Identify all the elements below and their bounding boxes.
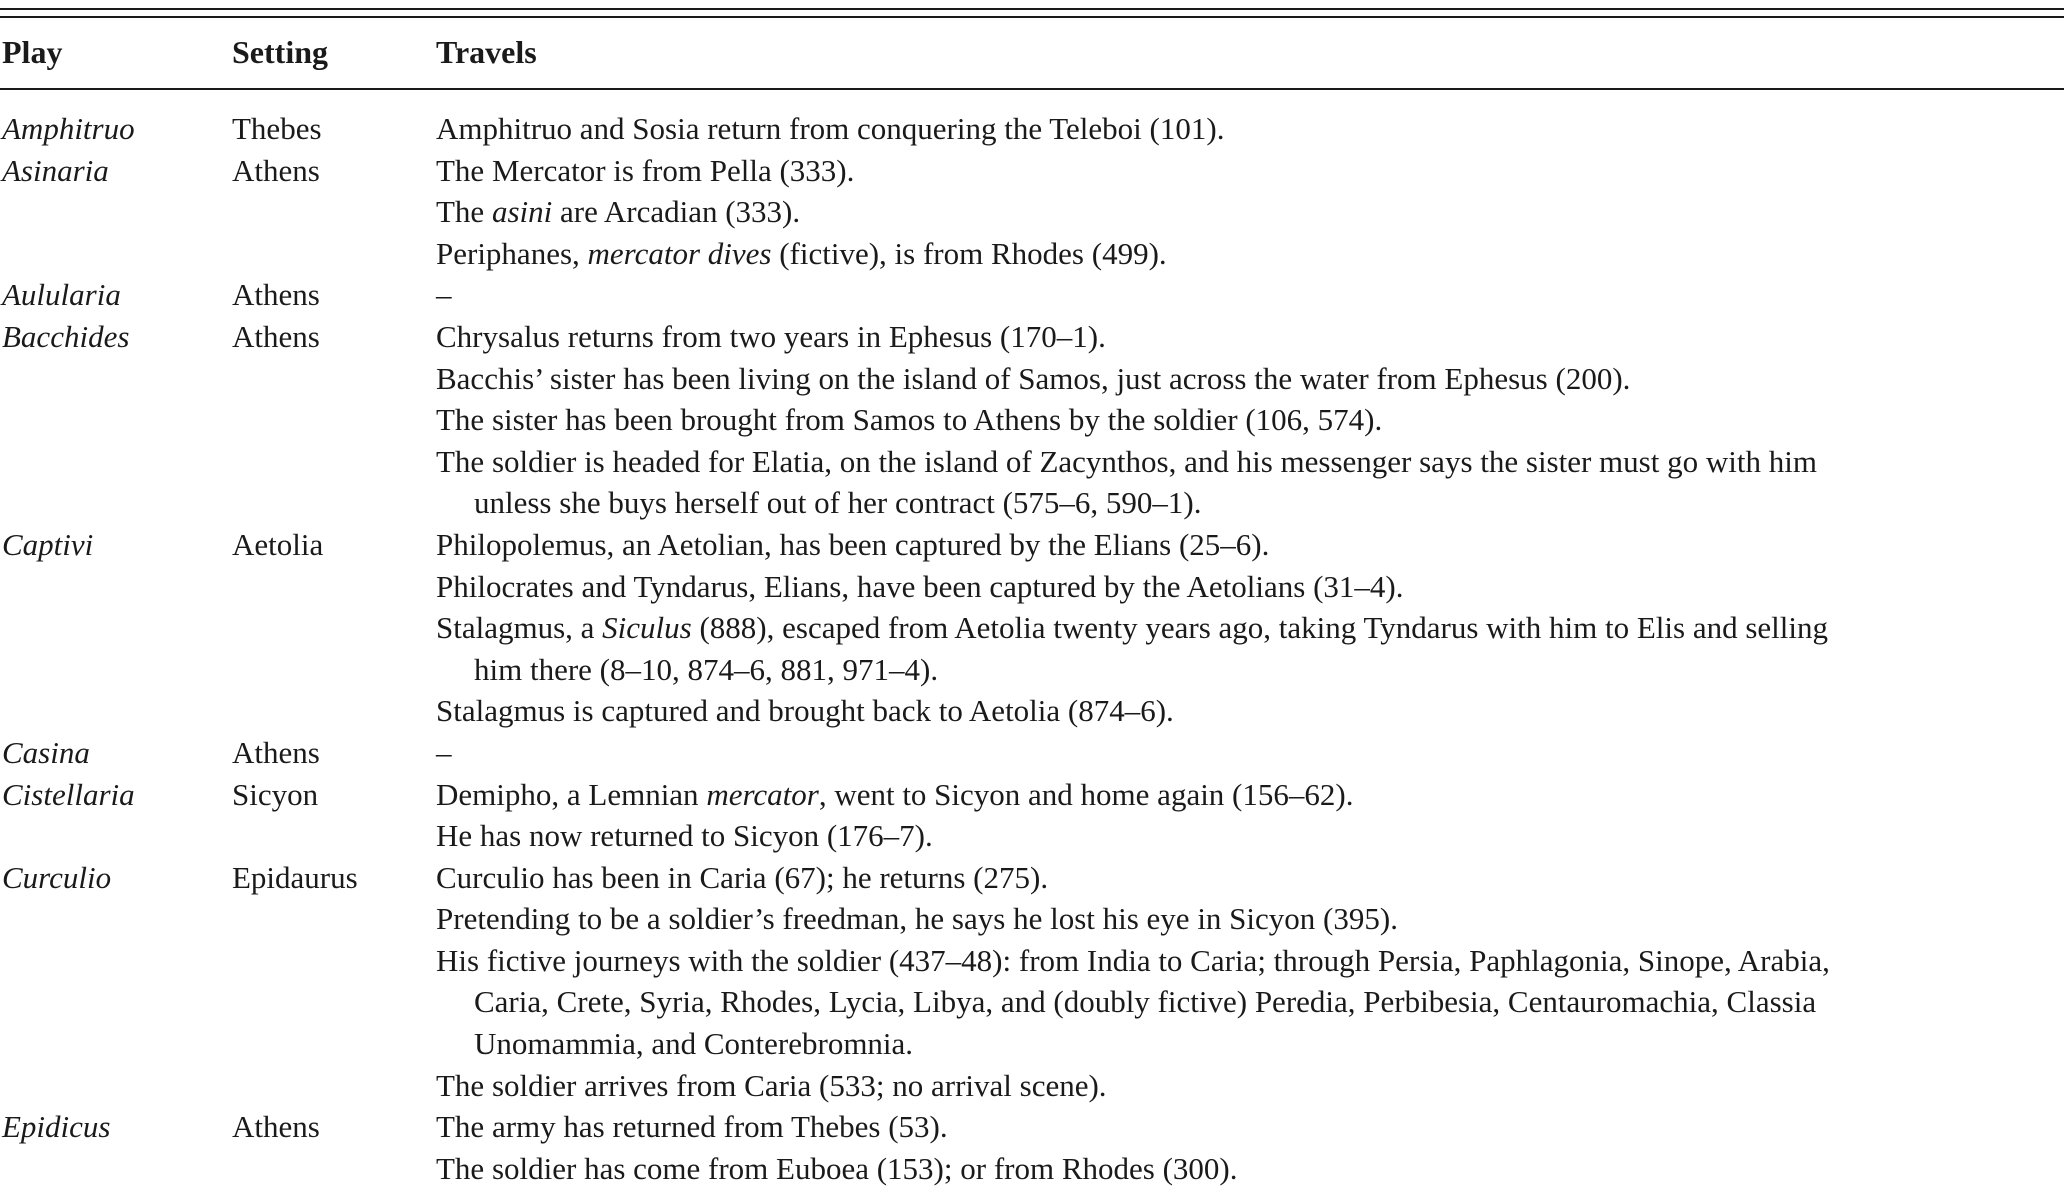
header-travels: Travels <box>436 34 537 70</box>
cell-travels: Amphitruo and Sosia return from conquering the Teleboi (101). <box>436 111 1225 146</box>
cell-travels: Unomammia, and Conterebromnia. <box>474 1026 914 1062</box>
table-row <box>0 566 2064 608</box>
table-row <box>0 898 2064 940</box>
cell-travels: The asini are Arcadian (333). <box>436 194 801 230</box>
cell-play: Amphitruo <box>2 111 135 146</box>
cell-setting: Sicyon <box>232 776 319 812</box>
cell-setting: Athens <box>232 1109 320 1145</box>
cell-setting: Athens <box>232 277 320 313</box>
table-row <box>0 857 2064 899</box>
cell-play: Epidicus <box>2 1109 111 1145</box>
cell-setting: Thebes <box>232 111 322 146</box>
cell-travels: – <box>436 734 452 770</box>
cell-travels: The sister has been brought from Samos to Athens by the soldier (106, 574). <box>436 402 1383 438</box>
cell-setting: Athens <box>232 734 320 770</box>
cell-travels: Stalagmus, a Siculus (888), escaped from Aetolia twenty years ago, taking Tyndarus with him to Elis and selling <box>436 610 1829 646</box>
table-header-rule <box>0 88 2064 90</box>
cell-setting: Aetolia <box>232 526 324 562</box>
cell-travels: – <box>436 277 452 313</box>
table-row <box>0 1065 2064 1107</box>
cell-play: Casina <box>2 734 90 770</box>
cell-setting: Epidaurus <box>232 859 358 895</box>
cell-travels: Stalagmus is captured and brought back to Aetolia (874–6). <box>436 693 1174 729</box>
table-row <box>0 316 2064 358</box>
table-row <box>0 358 2064 400</box>
header-setting: Setting <box>232 34 328 70</box>
cell-setting: Athens <box>232 318 320 354</box>
cell-travels: Demipho, a Lemnian mercator, went to Sicyon and home again (156–62). <box>436 776 1354 812</box>
table-row <box>0 150 2064 192</box>
table-row <box>0 981 2064 1023</box>
table-row <box>0 774 2064 816</box>
table-row <box>0 482 2064 524</box>
cell-travels: Philopolemus, an Aetolian, has been captured by the Elians (25–6). <box>436 526 1270 562</box>
table-row <box>0 690 2064 732</box>
cell-travels: His fictive journeys with the soldier (437–48): from India to Caria; through Persia, Paphlagonia, Sinope, Arabia, <box>436 942 1830 978</box>
cell-travels: unless she buys herself out of her contract (575–6, 590–1). <box>474 485 1202 521</box>
table-row <box>0 274 2064 316</box>
cell-travels: Chrysalus returns from two years in Ephesus (170–1). <box>436 318 1106 354</box>
table-row <box>0 732 2064 774</box>
cell-travels: Pretending to be a soldier’s freedman, he says he lost his eye in Sicyon (395). <box>436 901 1398 937</box>
table-row <box>0 815 2064 857</box>
cell-travels: Caria, Crete, Syria, Rhodes, Lycia, Libya, and (doubly fictive) Peredia, Perbibesia, Centauromachia, Classia <box>474 984 1817 1020</box>
table-row <box>0 233 2064 275</box>
table-row <box>0 524 2064 566</box>
table-row <box>0 649 2064 691</box>
cell-play: Cistellaria <box>2 776 135 812</box>
cell-travels: The soldier is headed for Elatia, on the island of Zacynthos, and his messenger says the sister must go with him <box>436 443 1817 479</box>
table-top-double-rule <box>0 8 2064 18</box>
table-row <box>0 191 2064 233</box>
cell-travels: Curculio has been in Caria (67); he returns (275). <box>436 859 1049 895</box>
table-row <box>0 1023 2064 1065</box>
table-row <box>0 441 2064 483</box>
cell-travels: him there (8–10, 874–6, 881, 971–4). <box>474 651 939 687</box>
table-body <box>0 108 2064 1189</box>
cell-travels: The soldier arrives from Caria (533; no arrival scene). <box>436 1067 1107 1103</box>
table-row <box>0 1106 2064 1148</box>
cell-play: Aulularia <box>2 277 121 313</box>
cell-play: Curculio <box>2 859 112 895</box>
cell-play: Captivi <box>2 526 94 562</box>
table-row <box>0 607 2064 649</box>
cell-travels: The Mercator is from Pella (333). <box>436 152 855 188</box>
cell-play: Asinaria <box>2 152 109 188</box>
cell-travels: He has now returned to Sicyon (176–7). <box>436 818 933 854</box>
table-row <box>0 1148 2064 1190</box>
table-row <box>0 940 2064 982</box>
cell-travels: The soldier has come from Euboea (153); or from Rhodes (300). <box>436 1150 1238 1186</box>
table-header-row <box>0 30 2064 74</box>
table-row <box>0 399 2064 441</box>
table-row <box>0 108 2064 150</box>
header-play: Play <box>2 34 63 70</box>
cell-travels: Philocrates and Tyndarus, Elians, have been captured by the Aetolians (31–4). <box>436 568 1404 604</box>
cell-travels: The army has returned from Thebes (53). <box>436 1109 948 1145</box>
cell-travels: Periphanes, mercator dives (fictive), is from Rhodes (499). <box>436 235 1167 271</box>
cell-travels: Bacchis’ sister has been living on the island of Samos, just across the water from Ephesus (200). <box>436 360 1631 396</box>
cell-play: Bacchides <box>2 318 130 354</box>
cell-setting: Athens <box>232 152 320 188</box>
